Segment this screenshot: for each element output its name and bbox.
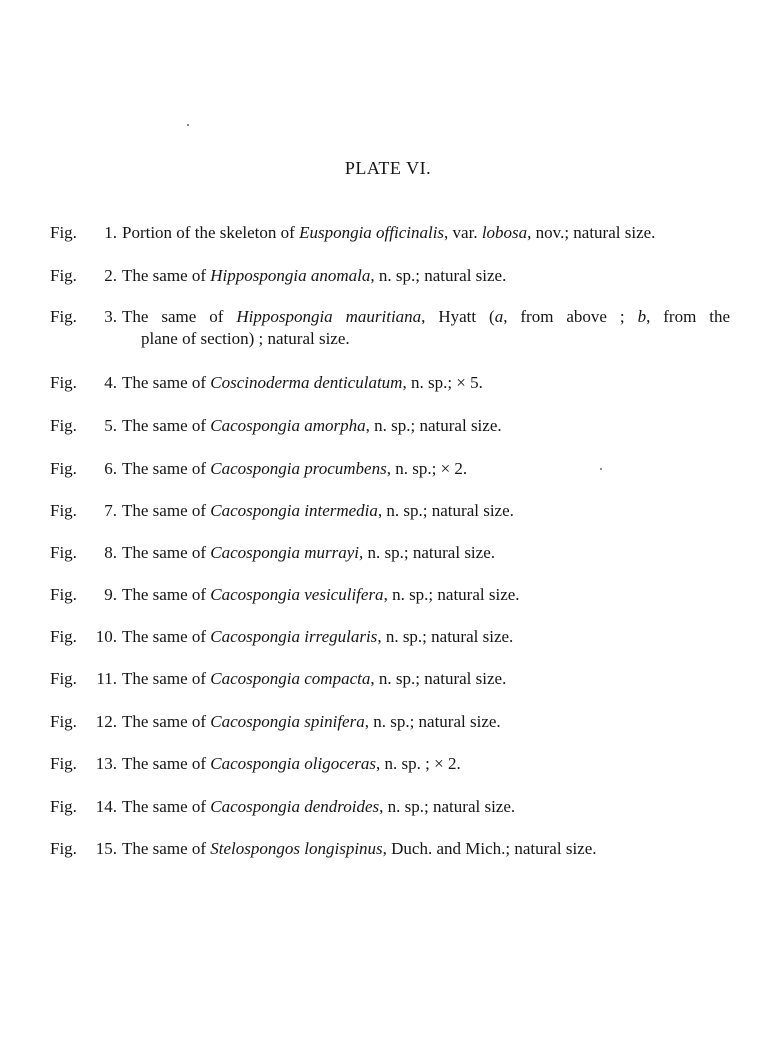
species-name: Cacospongia compacta	[210, 669, 371, 688]
caption-text: , n. sp.; natural size.	[359, 543, 495, 562]
fig-number: 14.	[95, 797, 117, 816]
fig-number: 1.	[104, 223, 117, 242]
species-name: Cacospongia irregularis	[210, 627, 378, 646]
fig-label: Fig.	[50, 266, 77, 285]
fig-label: Fig.	[50, 797, 77, 816]
caption-text: , Duch. and Mich.; natural size.	[382, 839, 597, 858]
caption-continuation: plane of section) ; natural size.	[141, 329, 350, 348]
species-name: Cacospongia procumbens	[210, 459, 387, 478]
fig-label: Fig.	[50, 543, 77, 562]
caption-text: , n. sp.; natural size.	[377, 501, 514, 520]
caption-fig-3	[50, 306, 740, 350]
fig-label: Fig.	[50, 839, 77, 858]
view-letter-b: b	[637, 307, 647, 326]
caption-text: The same of	[122, 627, 211, 646]
paper-speck	[187, 124, 189, 126]
fig-number: 10.	[95, 627, 117, 646]
fig-label: Fig.	[50, 459, 77, 478]
fig-label: Fig.	[50, 373, 77, 392]
caption-text: , n. sp.; × 5.	[402, 373, 483, 392]
caption-text: , Hyatt (	[421, 307, 495, 326]
caption-text: The same of	[122, 307, 237, 326]
fig-number: 13.	[95, 754, 117, 773]
caption-text: , n. sp.; natural size.	[364, 712, 501, 731]
caption-fig-8	[50, 542, 740, 564]
species-name: Euspongia officinalis	[299, 223, 445, 242]
caption-fig-5	[50, 415, 740, 437]
caption-fig-10	[50, 626, 740, 648]
caption-text: The same of	[122, 416, 211, 435]
caption-fig-2	[50, 265, 740, 287]
species-name: Cacospongia intermedia	[210, 501, 378, 520]
variety-name: lobosa	[481, 223, 528, 242]
caption-text: The same of	[122, 754, 211, 773]
caption-fig-9	[50, 584, 740, 606]
caption-text: , n. sp.; natural size.	[370, 669, 507, 688]
species-name: Hippospongia mauritiana	[236, 307, 422, 326]
caption-text: , n. sp.; natural size.	[370, 266, 507, 285]
caption-text: , var.	[444, 223, 482, 242]
caption-text: The same of	[122, 585, 211, 604]
species-name: Cacospongia amorpha	[210, 416, 366, 435]
caption-text: , n. sp.; natural size.	[365, 416, 502, 435]
species-name: Cacospongia vesiculifera	[210, 585, 384, 604]
plate-title: PLATE VI.	[344, 158, 432, 178]
fig-number: 9.	[104, 585, 117, 604]
caption-text: , n. sp.; × 2.	[386, 459, 468, 478]
fig-number: 6.	[104, 459, 117, 478]
caption-fig-11	[50, 668, 740, 690]
caption-text: The same of	[122, 373, 211, 392]
caption-text: The same of	[122, 797, 211, 816]
caption-text: , n. sp.; natural size.	[383, 585, 520, 604]
view-letter-a: a	[494, 307, 504, 326]
caption-text: The same of	[122, 459, 211, 478]
caption-text: , n. sp. ; × 2.	[376, 754, 461, 773]
fig-label: Fig.	[50, 669, 77, 688]
fig-number: 4.	[104, 373, 117, 392]
caption-text: , nov.; natural size.	[527, 223, 656, 242]
caption-text: The same of	[122, 501, 211, 520]
species-name: Cacospongia oligoceras	[210, 754, 377, 773]
fig-number: 5.	[104, 416, 117, 435]
caption-fig-4	[50, 372, 740, 394]
fig-number: 15.	[95, 839, 117, 858]
fig-number: 3.	[104, 307, 117, 326]
species-name: Cacospongia murrayi	[210, 543, 360, 562]
caption-fig-1	[50, 222, 740, 244]
fig-number: 12.	[95, 712, 117, 731]
caption-text: The same of	[122, 266, 211, 285]
caption-text: , from the	[646, 307, 730, 326]
caption-text: The same of	[122, 839, 211, 858]
fig-label: Fig.	[50, 627, 77, 646]
caption-first-line	[122, 306, 730, 328]
caption-text: The same of	[122, 669, 211, 688]
fig-label: Fig.	[50, 585, 77, 604]
fig-label: Fig.	[50, 712, 77, 731]
fig-number: 8.	[104, 543, 117, 562]
caption-text: The same of	[122, 543, 211, 562]
species-name: Stelospongos longispinus	[210, 839, 383, 858]
fig-number: 11.	[96, 669, 117, 688]
caption-fig-6	[50, 458, 740, 480]
caption-fig-14	[50, 796, 740, 818]
species-name: Hippospongia anomala	[210, 266, 371, 285]
caption-fig-12	[50, 711, 740, 733]
fig-label: Fig.	[50, 416, 77, 435]
fig-number: 2.	[104, 266, 117, 285]
caption-text: , from above ;	[503, 307, 638, 326]
caption-text: The same of	[122, 712, 211, 731]
caption-fig-13	[50, 753, 740, 775]
fig-label: Fig.	[50, 223, 77, 242]
species-name: Cacospongia spinifera	[210, 712, 365, 731]
caption-text: , n. sp.; natural size.	[379, 797, 516, 816]
fig-label: Fig.	[50, 307, 77, 326]
caption-text: Portion of the skeleton of	[122, 223, 300, 242]
caption-text: , n. sp.; natural size.	[377, 627, 514, 646]
caption-fig-7	[50, 500, 740, 522]
fig-number: 7.	[104, 501, 117, 520]
caption-fig-15	[50, 838, 740, 860]
species-name: Coscinoderma denticulatum	[210, 373, 403, 392]
species-name: Cacospongia dendroides	[210, 797, 380, 816]
fig-label: Fig.	[50, 501, 77, 520]
fig-label: Fig.	[50, 754, 77, 773]
